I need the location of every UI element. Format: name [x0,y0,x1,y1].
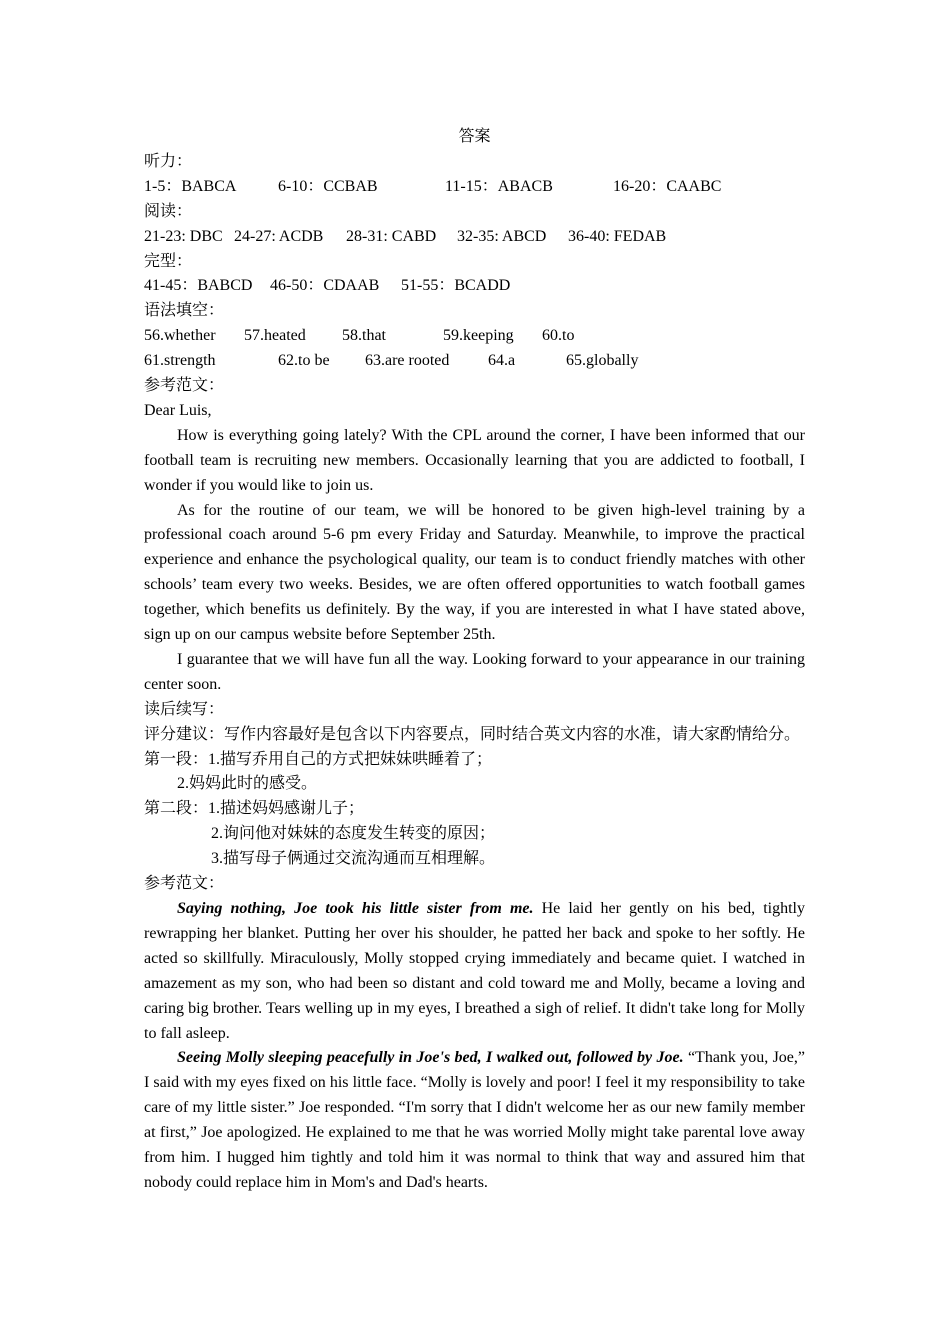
grammar-heading: 语法填空： [144,302,225,320]
paragraph-body: “Thank you, Joe,” I said with my eyes fixed on his little face. “Molly is lovely and poor! I feel it my responsibility to take care of my little sister.” Joe responded. “I'm sorry that I didn't welcome her as our new family member at first,” Joe apologized. He explained to me that he was worried Molly might take parental love away from him. I hugged him tightly and told him it was normal to think that way and assured him that nobody could replace him in Mom's and Dad's hearts. [144,1049,806,1191]
grammar-answer: 59.keeping [443,327,514,345]
grammar-answer: 56.whether [144,327,216,345]
para2-point2: 2.询问他对妹妹的态度发生转变的原因； [211,825,496,843]
reading-answer: 21-23: DBC [144,227,223,245]
para2-point3: 3.描写母子俩通过交流沟通而互相理解。 [211,850,496,868]
grammar-answer: 57.heated [244,327,306,345]
sample-paragraph-2 [144,1046,805,1195]
paragraph-lead-sentence: Saying nothing, Joe took his little sister from me. [177,900,534,918]
grammar-answer: 58.that [342,327,386,345]
letter-paragraph: How is everything going lately? With the CPL around the corner, I have been informed that our football team is recruiting new members. Occasionally learning that you are addicted to football, I wonder if you would like to join us. [144,426,805,494]
reading-answer: 32-35: ABCD [457,227,547,245]
cloze-answer: 46-50：CDAAB [270,277,380,295]
sample-paragraph-1 [144,897,805,1046]
letter-paragraph: I guarantee that we will have fun all the way. Looking forward to your appearance in our training center soon. [144,650,805,693]
cloze-heading: 完型： [144,252,193,270]
scoring-advice: 评分建议：写作内容最好是包含以下内容要点，同时结合英文内容的水准，请大家酌情给分。 [144,725,801,743]
grammar-answer: 65.globally [566,352,639,370]
listening-answer: 11-15：ABACB [445,177,553,195]
grammar-answer: 61.strength [144,352,216,370]
sample-heading: 参考范文： [144,875,225,893]
grammar-answer: 60.to [542,327,575,345]
para1-point1: 第一段：1.描写乔用自己的方式把妹妹哄睡着了； [144,750,493,768]
reading-answer: 28-31: CABD [346,227,437,245]
reading-answer: 24-27: ACDB [234,227,324,245]
continuation-heading: 读后续写： [144,700,225,718]
listening-heading: 听力： [144,152,193,170]
letter-salutation: Dear Luis, [144,401,212,419]
grammar-answer: 62.to be [278,352,330,370]
paragraph-body: He laid her gently on his bed, tightly rewrapping her blanket. Putting her over his shoulder, he patted her back and spoke to her softly. He acted so skillfully. Miraculously, Molly stopped crying immediately and became quiet. I watched in amazement as my son, who had been so distant and cold toward me and Molly, became a loving and caring big brother. Tears welling up in my eyes, I breathed a sigh of relief. It didn't take long for Molly to fall asleep. [144,900,805,1042]
listening-answer: 16-20：CAABC [613,177,722,195]
para2-point1: 第二段：1.描述妈妈感谢儿子； [144,800,365,818]
cloze-answers [144,274,805,299]
listening-answer: 1-5：BABCA [144,177,237,195]
letter-paragraph: As for the routine of our team, we will be honored to be given high-level training by a professional coach around 5-6 pm every Friday and Saturday. Meanwhile, to improve the practical experience and enhance the psychological quality, our team is to conduct friendly matches with other schools’ team every two weeks. Besides, we are often offered opportunities to watch football games together, which benefits us definitely. By the way, if you are interested in what I have stated above, sign up on our campus website before September 25th. [144,501,805,644]
para1-point2: 2.妈妈此时的感受。 [177,775,318,793]
answer-key-page [144,125,805,1196]
paragraph-lead-sentence: Seeing Molly sleeping peacefully in Joe's bed, I walked out, followed by Joe. [177,1049,684,1067]
writing-heading: 参考范文： [144,376,225,394]
grammar-answers-row1 [144,324,805,349]
page-title: 答案 [458,128,491,145]
grammar-answers-row2 [144,349,805,374]
grammar-answer: 64.a [488,352,516,370]
reading-answers [144,225,805,250]
cloze-answer: 41-45：BABCD [144,277,253,295]
listening-answers [144,175,805,200]
reading-heading: 阅读： [144,202,193,220]
cloze-answer: 51-55：BCADD [401,277,511,295]
reading-answer: 36-40: FEDAB [568,227,667,245]
grammar-answer: 63.are rooted [365,352,450,370]
listening-answer: 6-10：CCBAB [278,177,378,195]
